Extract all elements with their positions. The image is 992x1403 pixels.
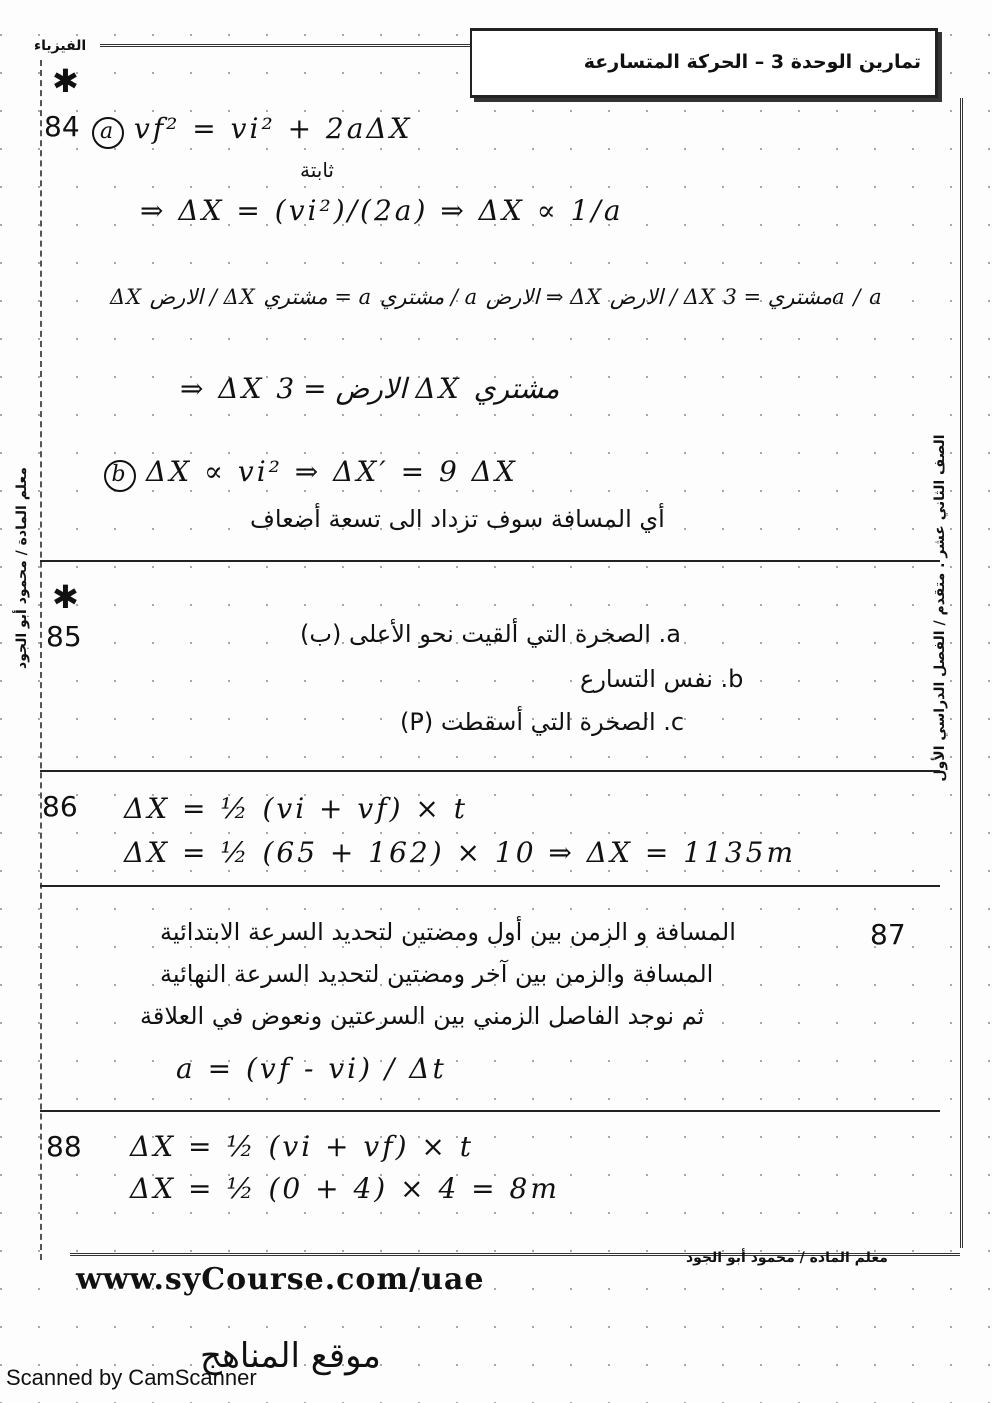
q84-b-circle: b [104, 460, 136, 492]
separator-2 [40, 770, 940, 772]
q84-conclusion: أي المسافة سوف تزداد الى تسعة أضعاف [250, 505, 665, 533]
separator-1 [40, 560, 940, 562]
side-left-label [12, 420, 32, 720]
page-title: تمارين الوحدة 3 – الحركة المتسارعة [583, 51, 921, 73]
star-mark-84: ✱ [52, 62, 79, 100]
q84-b-line [104, 455, 518, 492]
watermark-site-name: موقع المناهج [200, 1336, 381, 1376]
left-border [40, 60, 42, 1260]
q87-line2: المسافة والزمن بين آخر ومضتين لتحديد السرعة النهائية [160, 960, 714, 988]
q86-eq1: ΔX = ½ (vi + vf) × t [124, 792, 469, 825]
teacher-side-text: معلم المادة / محمود أبو الجود [14, 467, 30, 669]
q88-eq1: ΔX = ½ (vi + vf) × t [130, 1130, 475, 1163]
scanner-credit: Scanned by CamScanner [6, 1365, 257, 1390]
q84-a-line1 [92, 112, 413, 149]
q84-number: 84 [44, 110, 80, 143]
q84-eq2: ⇒ ΔX = (vi²)/(2a) ⇒ ΔX ∝ 1/a [140, 194, 624, 227]
q87-line1: المسافة و الزمن بين أول ومضتين لتحديد السرعة الابتدائية [160, 918, 736, 946]
side-right-label [930, 420, 950, 800]
q84-eq5: ΔX ∝ vi² ⇒ ΔX′ = 9 ΔX [146, 455, 518, 488]
top-border [100, 44, 470, 47]
q84-eq4: ⇒ ΔX الارض = 3 ΔX مشتري [180, 372, 560, 405]
q87-number: 87 [870, 918, 906, 951]
separator-4 [40, 1110, 940, 1112]
q84-eq1: vf² = vi² + 2aΔX [134, 112, 413, 145]
q85-b: b. نفس التسارع [580, 665, 744, 693]
footer-author: معلم المادة / محمود أبو الجود [686, 1250, 888, 1266]
right-border [960, 98, 963, 1248]
q85-a: a. الصخرة التي ألقيت نحو الأعلى (ب) [300, 620, 681, 648]
separator-3 [40, 885, 940, 887]
q86-number: 86 [42, 790, 78, 823]
q84-note: ثابتة [300, 158, 334, 182]
q88-eq2: ΔX = ½ (0 + 4) × 4 = 8m [130, 1172, 560, 1205]
q85-number: 85 [46, 620, 82, 653]
q86-eq2: ΔX = ½ (65 + 162) × 10 ⇒ ΔX = 1135m [124, 836, 797, 869]
q87-formula: a = (vf - vi) / Δt [176, 1052, 447, 1085]
title-box [470, 28, 938, 98]
q84-a-circle: a [92, 117, 124, 149]
q85-c: c. الصخرة التي أسقطت (P) [400, 708, 685, 736]
subject-label: الفيزياء [34, 38, 87, 54]
q87-line3: ثم نوجد الفاصل الزمني بين السرعتين ونعوض في العلاقة [140, 1002, 705, 1030]
q88-number: 88 [46, 1130, 82, 1163]
watermark-url: www.syCourse.com/uae [76, 1262, 485, 1297]
grade-side-text: الصف الثاني عشر . متقدم / الفصل الدراسي الأول [932, 434, 948, 782]
q84-eq3: ΔX الارض / ΔX مشتري = a مشتري / a الارض ⇒ ΔX الارض / ΔX مشتري = 3a / a [110, 285, 883, 309]
star-mark-85: ✱ [52, 578, 79, 616]
